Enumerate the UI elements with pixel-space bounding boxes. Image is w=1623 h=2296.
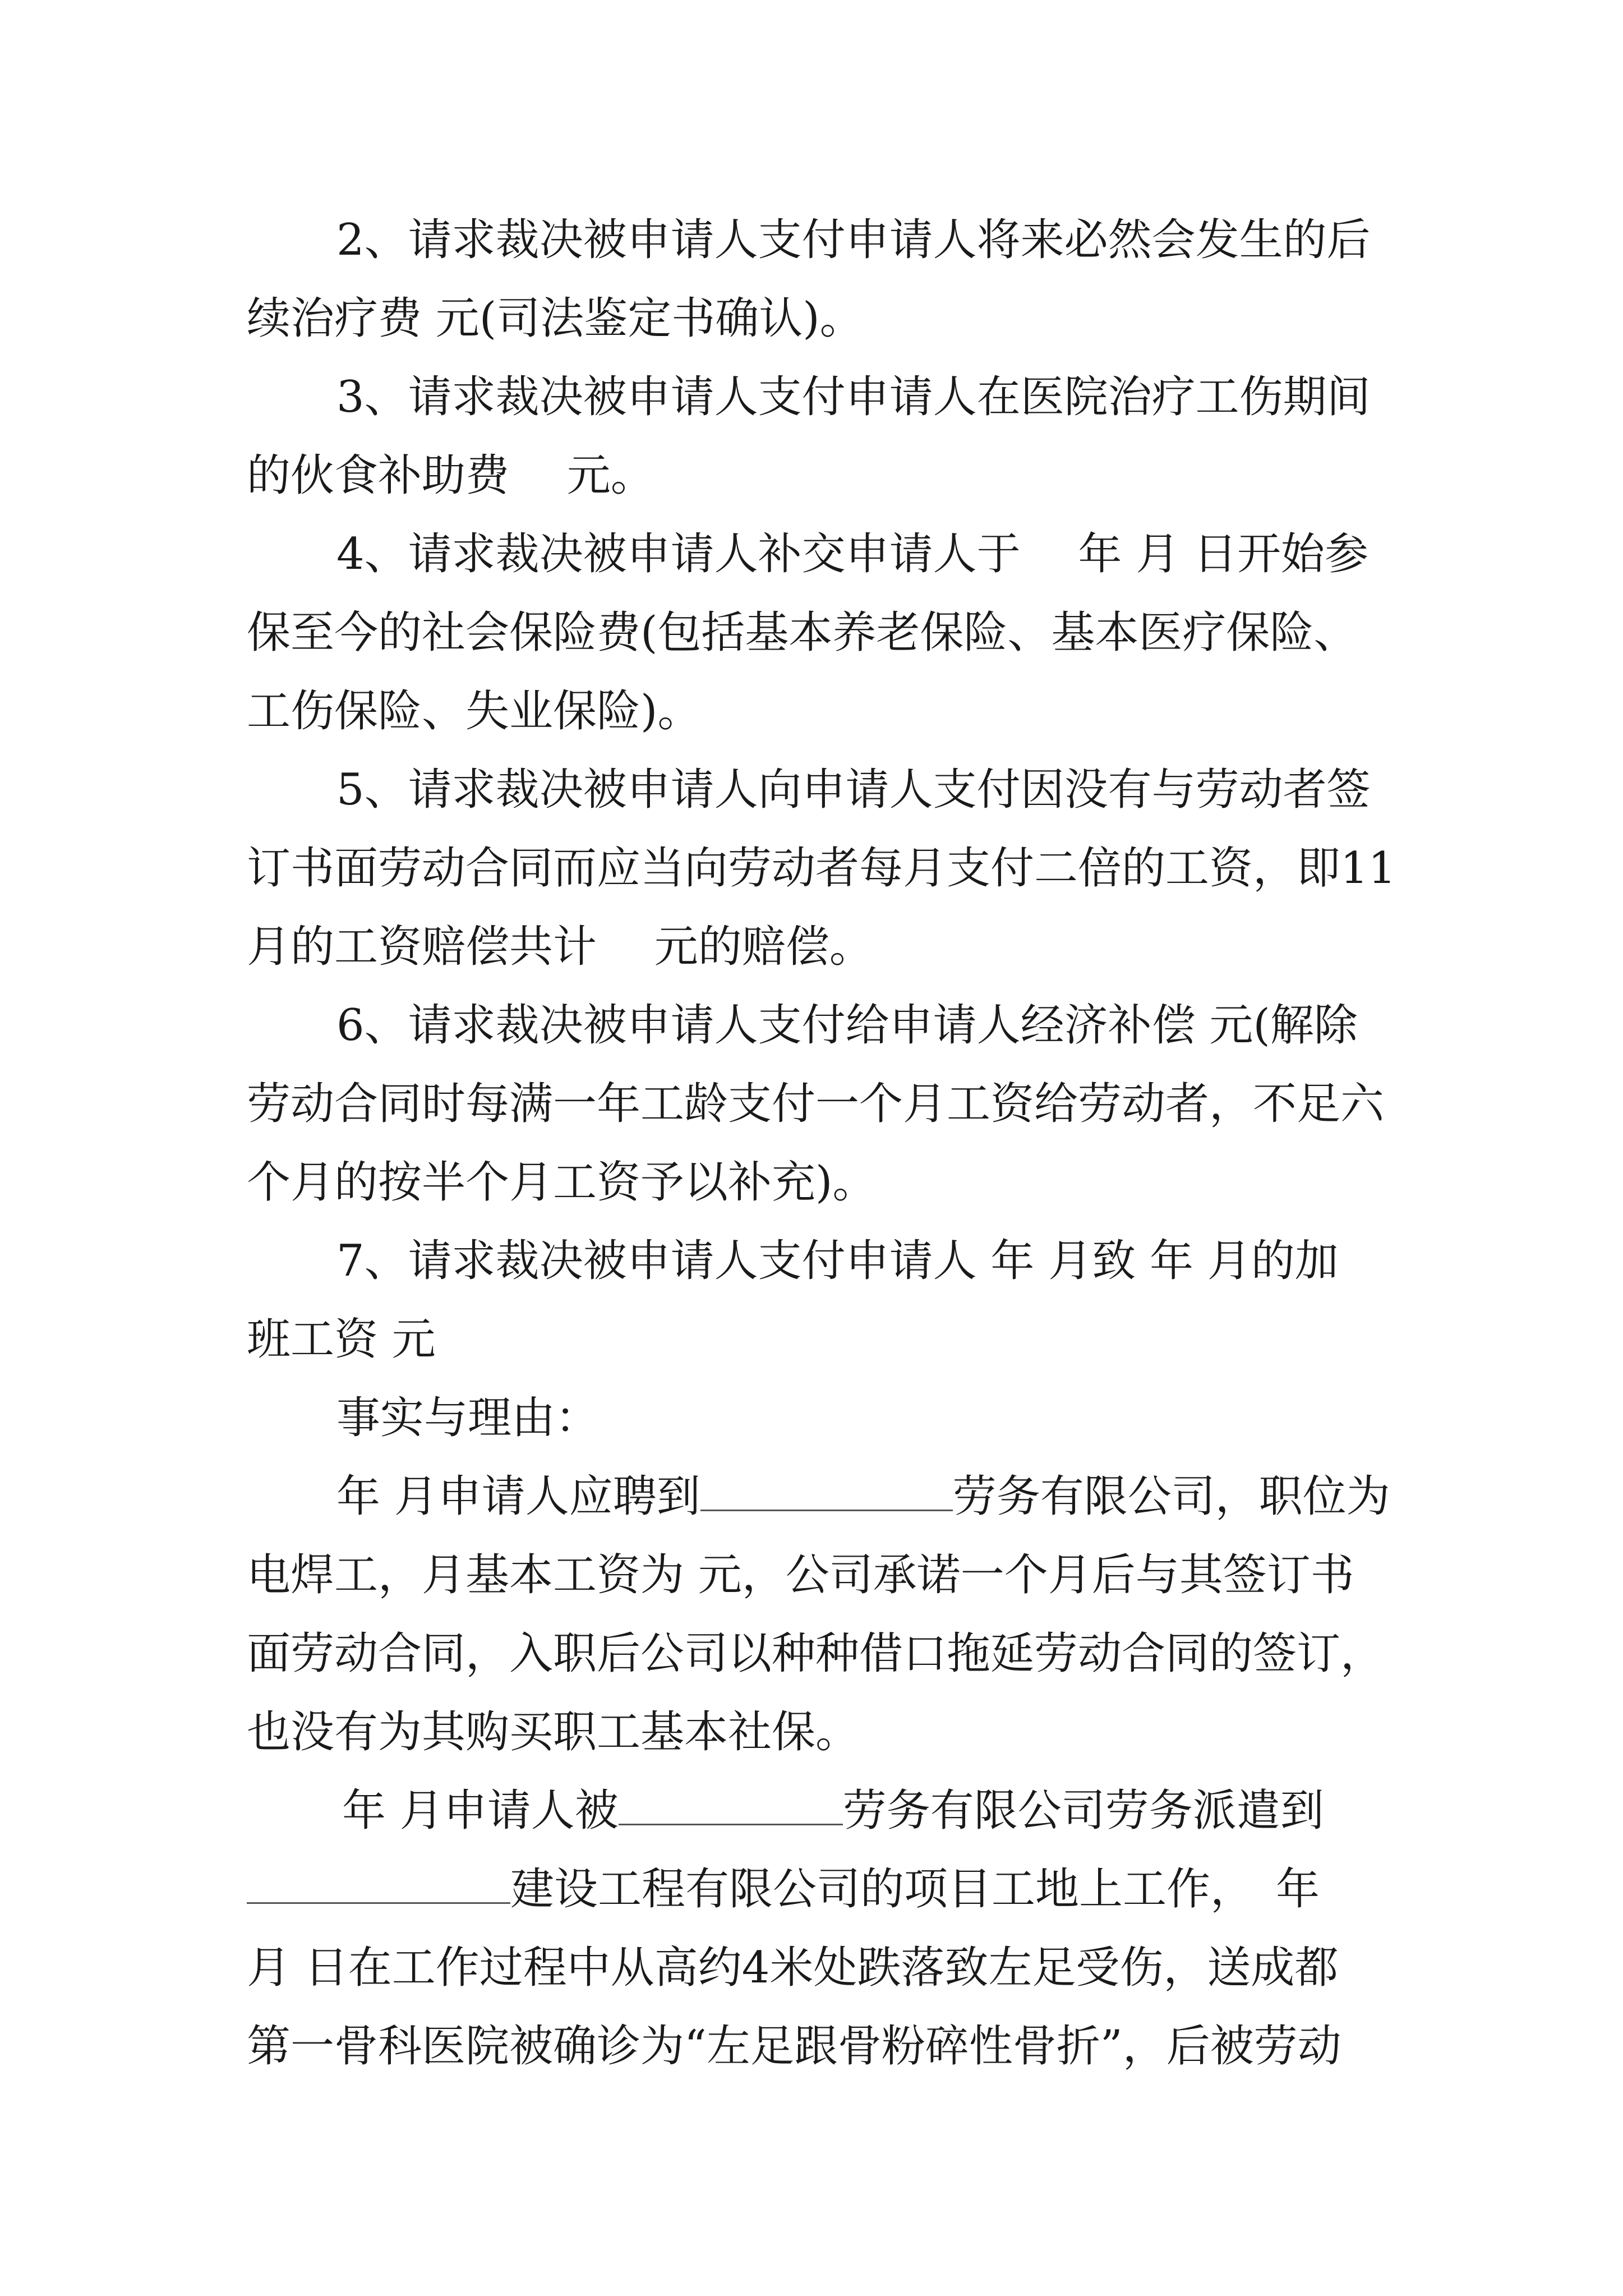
fact1-line3 <box>247 1620 1384 1687</box>
company-name-blank-3 <box>247 1858 510 1904</box>
facts-heading <box>336 1384 599 1452</box>
item7-line1-text: 7、请求裁决被申请人支付申请人 年 月致 年 月的加 <box>336 1236 1339 1286</box>
item5-line2-text: 订书面劳动合同而应当向劳动者每月支付二倍的工资，即11 <box>247 843 1396 894</box>
item6-line2 <box>247 1070 1384 1138</box>
item4-line1-text: 4、请求裁决被申请人补交申请人于 年 月 日开始参 <box>336 529 1369 579</box>
fact1-line4-text: 也没有为其购买职工基本社保。 <box>247 1707 860 1757</box>
item6-line3-text: 个月的按半个月工资予以补充)。 <box>247 1157 877 1208</box>
fact2-line2 <box>247 1856 1320 1923</box>
item3-line1 <box>336 364 1371 431</box>
item2-line2 <box>247 285 864 352</box>
fact1-line3-text: 面劳动合同，入职后公司以种种借口拖延劳动合同的签订， <box>247 1628 1385 1679</box>
fact1-line4 <box>247 1699 859 1766</box>
item5-line1-text: 5、请求裁决被申请人向申请人支付因没有与劳动者签 <box>336 765 1371 815</box>
fact2-line3 <box>247 1934 1338 2001</box>
fact1-line2-text: 电焊工，月基本工资为 元，公司承诺一个月后与其签订书 <box>247 1550 1354 1600</box>
item3-line1-text: 3、请求裁决被申请人支付申请人在医院治疗工伤期间 <box>336 372 1371 422</box>
item2-line1-text: 2、请求裁决被申请人支付申请人将来必然会发生的后 <box>336 215 1371 265</box>
item5-line3-text: 月的工资赔偿共计 元的赔偿。 <box>247 922 873 972</box>
item6-line2-text: 劳动合同时每满一年工龄支付一个月工资给劳动者，不足六 <box>247 1079 1385 1129</box>
fact2-line1-post: 劳务有限公司劳务派遣到 <box>842 1786 1324 1836</box>
item3-line2-text: 的伙食补助费 元。 <box>247 450 654 501</box>
facts-heading-text: 事实与理由： <box>336 1393 600 1443</box>
fact1-line1 <box>336 1463 1390 1530</box>
item6-line1 <box>336 992 1358 1059</box>
item6-line3 <box>247 1149 876 1216</box>
fact1-line2 <box>247 1542 1354 1609</box>
fact2-line1 <box>342 1777 1324 1844</box>
item2-line2-text: 续治疗费 元(司法鉴定书确认)。 <box>247 293 864 344</box>
fact2-line1-pre: 年 月申请人被 <box>342 1786 619 1836</box>
item6-line1-text: 6、请求裁决被申请人支付给申请人经济补偿 元(解除 <box>336 1000 1358 1051</box>
item7-line2 <box>247 1306 436 1373</box>
fact2-line4 <box>247 2013 1341 2080</box>
item4-line3-text: 工伤保险、失业保险)。 <box>247 686 702 737</box>
item2-line1 <box>336 206 1371 274</box>
fact1-line1-post: 劳务有限公司，职位为 <box>952 1471 1390 1522</box>
item4-line2 <box>247 599 1357 666</box>
company-name-blank-2 <box>619 1780 843 1825</box>
fact2-line2-post: 建设工程有限公司的项目工地上工作， 年 <box>510 1864 1320 1915</box>
item3-line2 <box>247 442 654 509</box>
item4-line3 <box>247 678 701 745</box>
item7-line1 <box>336 1227 1339 1295</box>
fact1-line1-pre: 年 月申请人应聘到 <box>336 1471 700 1522</box>
item5-line3 <box>247 913 873 981</box>
fact2-line4-text: 第一骨科医院被确诊为“左足跟骨粉碎性骨折”，后被劳动 <box>247 2021 1341 2072</box>
company-name-blank-1 <box>700 1466 953 1511</box>
item4-line1 <box>336 521 1368 588</box>
item5-line1 <box>336 756 1371 823</box>
item5-line2 <box>247 835 1396 902</box>
item4-line2-text: 保至今的社会保险费(包括基本养老保险、基本医疗保险、 <box>247 608 1358 658</box>
fact2-line3-text: 月 日在工作过程中从高约4米处跌落致左足受伤，送成都 <box>247 1943 1339 1993</box>
item7-line2-text: 班工资 元 <box>247 1314 436 1365</box>
